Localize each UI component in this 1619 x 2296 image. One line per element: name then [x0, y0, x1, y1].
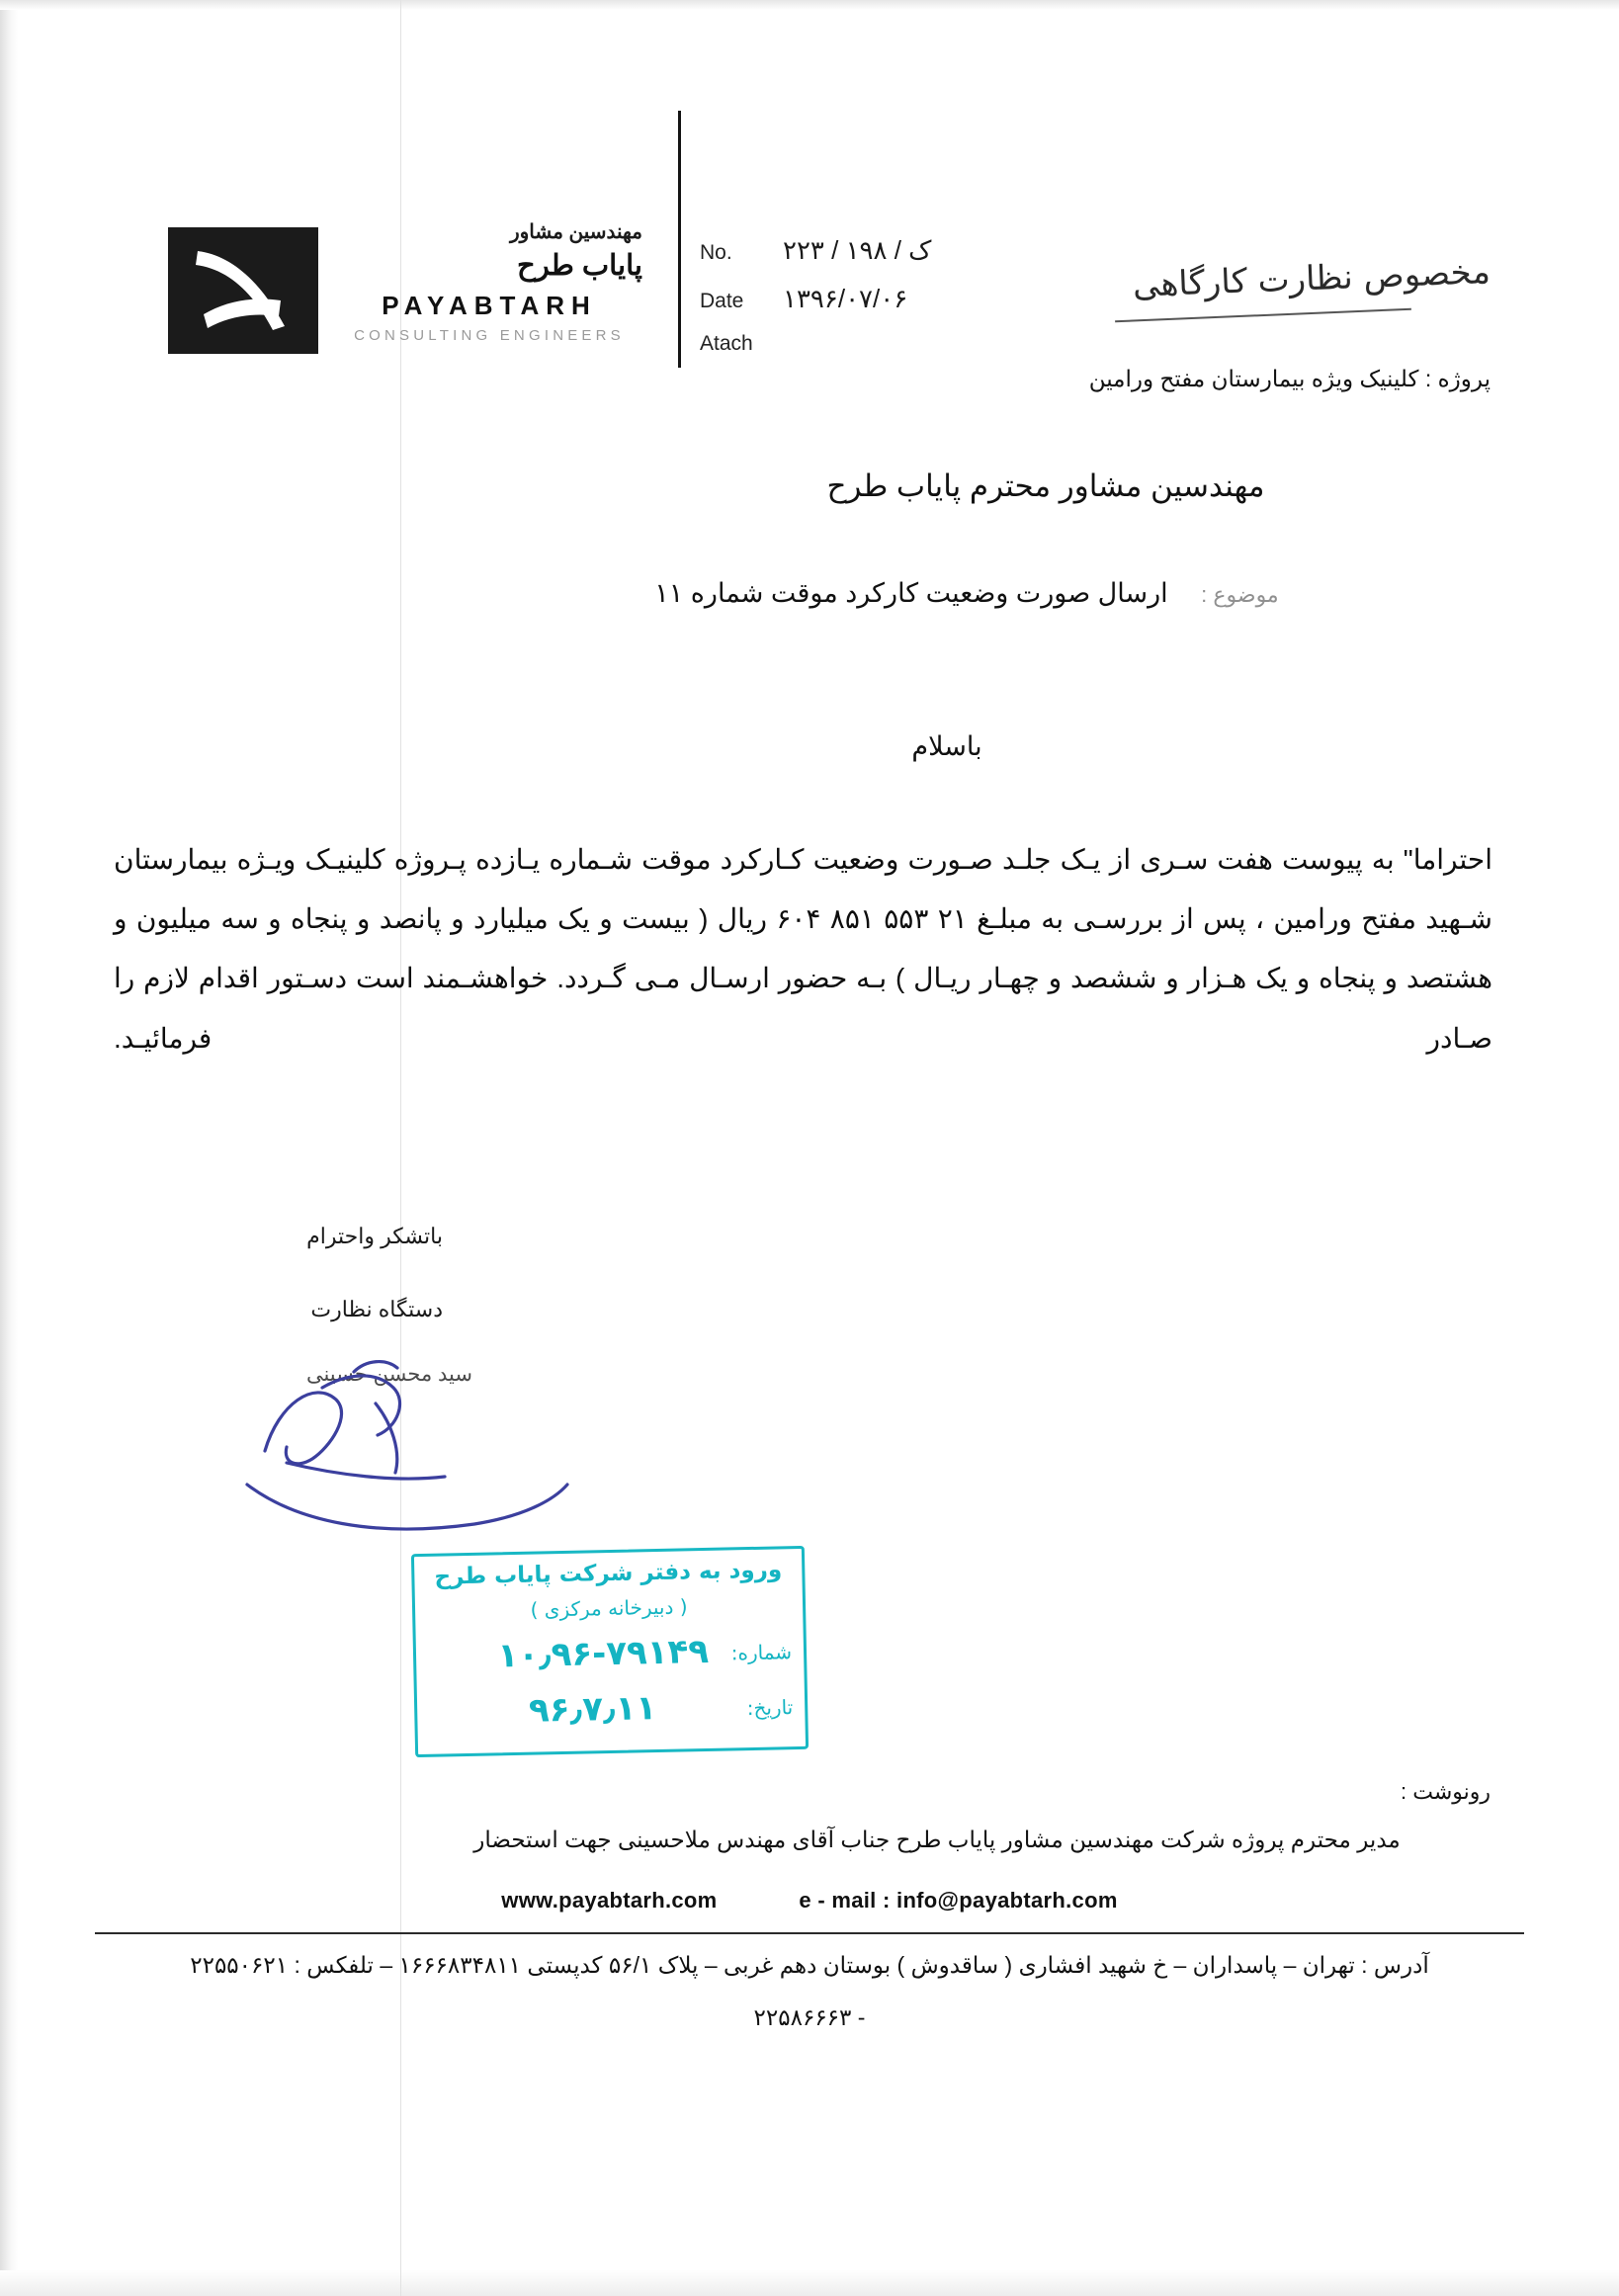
- stamp-number-label: شماره:: [730, 1640, 793, 1665]
- handwritten-signature: [227, 1344, 642, 1562]
- salutation: باسلام: [911, 731, 982, 761]
- reference-block: [700, 235, 1253, 374]
- subject-label: موضوع :: [1201, 582, 1279, 607]
- closing-regards: باتشکر واحترام: [306, 1224, 443, 1248]
- stamp-subtitle: ( دبیرخانه مرکزی ): [530, 1594, 688, 1622]
- project-line: پروژه : کلینیک ویژه بیمارستان مفتح ورامین: [1088, 366, 1491, 391]
- signing-department: دستگاه نظارت: [310, 1297, 443, 1321]
- addressee: مهندسین مشاور محترم پایاب طرح: [826, 468, 1265, 503]
- footer-address-line1: آدرس : تهران – پاسداران – خ شهید افشاری ( ساقدوش ) بوستان دهم غربی – پلاک ۵۶/۱ کدپستی ۱۶۶۶۸۳۴۸۱۱ – تلفکس : ۲۲۵۵۰۶۲۱: [190, 1952, 1429, 1978]
- reference-attachment-label: Atach: [700, 332, 753, 355]
- subject-text: ارسال صورت وضعیت کارکرد موقت شماره ۱۱: [654, 578, 1168, 608]
- stamp-date-value: ۹۶٫۷٫۱۱: [528, 1688, 657, 1731]
- letterhead-divider: [678, 111, 681, 368]
- reference-number-value: ۲۲۳ / ک / ۱۹۸: [783, 235, 932, 265]
- footer-address-line2: - ۲۲۵۸۶۶۶۳: [753, 2004, 866, 2030]
- signer-name: سید محسن حسینی: [305, 1363, 472, 1386]
- stamp-number-value: ۱۰٫۹۶-۷۹۱۴۹: [497, 1631, 710, 1676]
- reference-number-label: No.: [700, 241, 732, 264]
- logo-en-line1: PAYABTARH: [382, 291, 597, 320]
- subject-row: [443, 578, 1491, 609]
- stamp-title: ورود به دفتر شرکت پایاب طرح: [434, 1557, 783, 1590]
- reference-date-value: ۱۳۹۶/۰۷/۰۶: [783, 284, 908, 313]
- reference-date-label: Date: [700, 290, 744, 312]
- footer-divider: [95, 1932, 1524, 1934]
- scan-edge-bottom: [0, 2270, 1619, 2296]
- stamp-date-label: تاریخ:: [746, 1695, 794, 1721]
- company-logo: [168, 219, 642, 378]
- reference-number-row: [700, 235, 1253, 266]
- logo-fa-line1: مهندسین مشاور: [509, 221, 642, 243]
- logo-wordmark: [336, 219, 642, 344]
- logo-en-line2: CONSULTING ENGINEERS: [354, 327, 625, 344]
- reference-attachment-row: [700, 332, 1253, 356]
- logo-swoosh-icon: [190, 245, 297, 336]
- supervision-note: مخصوص نظارت کارگاهی: [1132, 252, 1491, 305]
- scan-edge-left: [0, 0, 18, 2296]
- cc-label: رونوشت :: [1401, 1779, 1491, 1804]
- letter-body: احتراما" به پیوست هفت سـری از یـک جلـد صـورت وضعیت کـارکرد موقت شـماره یـازده پـروژه کلینیـک ویـژه بیمارستان شـهید مفتح ورامین ، پس از بررسـی به مبلـغ ۲۱ ۵۵۳ ۸۵۱ ۶۰۴ ریال ( بیست و یک میلیارد و پانصد و پنجاه و سه میلیون و هشتصد و پنجاه و یک هـزار و ششصد و چهـار ریـال ) بـه حضور ارسـال مـی گـردد. خواهشـمند است دسـتور اقدام لازم را صـادر فرمائیـد.: [114, 844, 1493, 1054]
- cc-text: مدیر محترم پروژه شرکت مهندسین مشاور پایاب طرح جناب آقای مهندس ملاحسینی جهت استحضار: [473, 1827, 1401, 1852]
- email-link[interactable]: e - mail : info@payabtarh.com: [799, 1888, 1118, 1913]
- logo-mark-icon: [168, 227, 318, 354]
- website-link[interactable]: www.payabtarh.com: [501, 1888, 718, 1913]
- scan-edge-top: [0, 0, 1619, 10]
- registration-stamp: [411, 1546, 809, 1757]
- logo-fa-line2: پایاب طرح: [517, 250, 642, 282]
- footer-contact-row: [0, 1888, 1619, 1913]
